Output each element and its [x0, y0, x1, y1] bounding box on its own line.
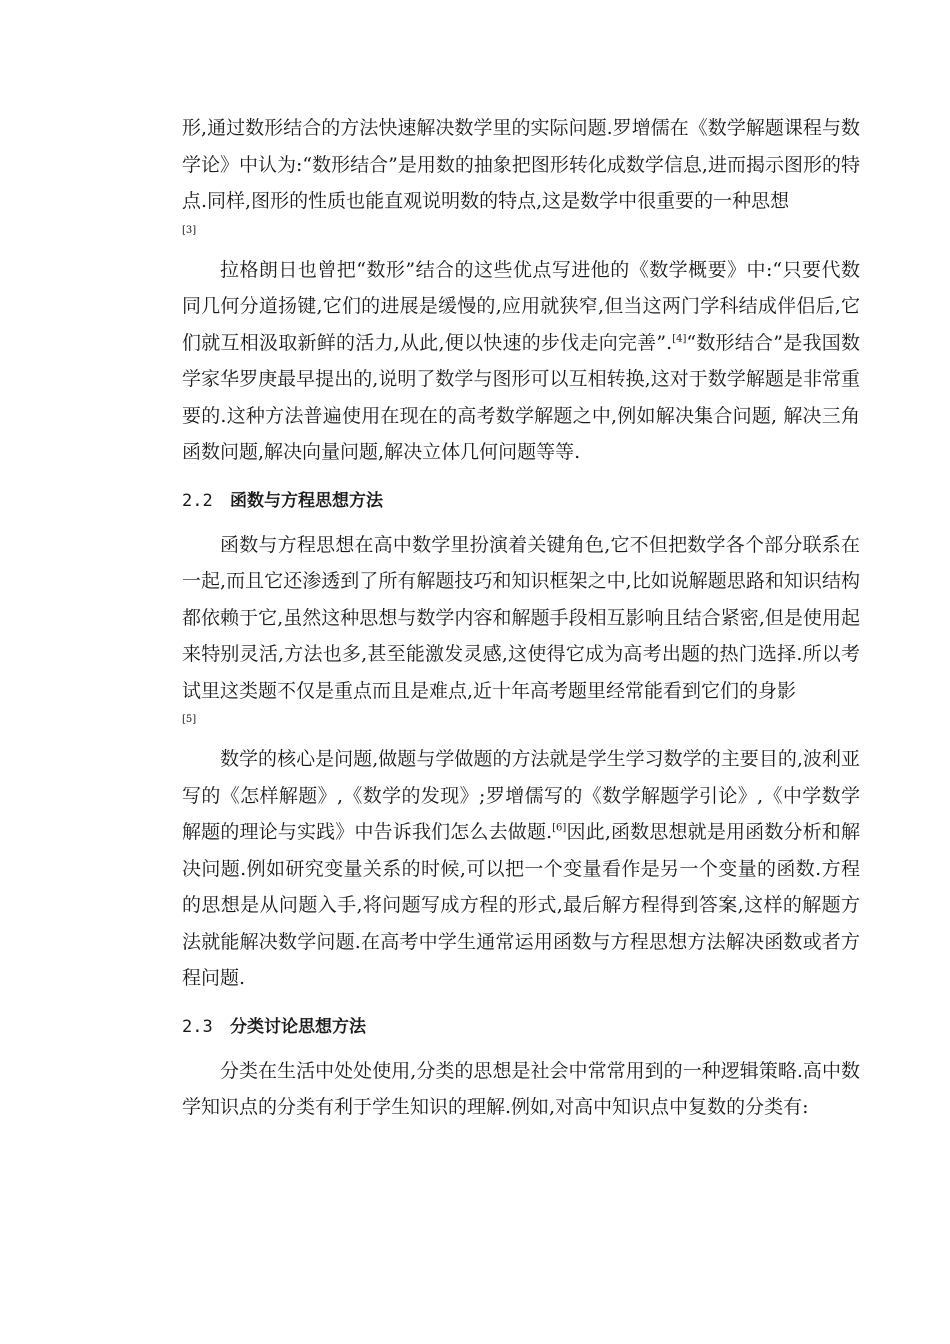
citation-3: [3]	[182, 224, 197, 236]
paragraph-classification: 分类在生活中处处使用,分类的思想是社会中常常用到的一种逻辑策略.高中数学知识点的分类有利于学生知识的理解.例如,对高中知识点中复数的分类有:	[182, 1059, 860, 1118]
citation-4: [4]	[672, 333, 687, 345]
document-body	[182, 110, 860, 1126]
section-number: 2.3	[182, 1016, 213, 1037]
section-heading-2-3	[182, 1009, 860, 1045]
paragraph-number-shape-conclusion: 形,通过数形结合的方法快速解决数学里的实际问题.罗增儒在《数学解题课程与数学论》中认为:“数形结合”是用数的抽象把图形转化成数学信息,进而揭示图形的特点.同样,图形的性质也能直观说明数的特点,这是数学中很重要的一种思想	[182, 117, 860, 212]
section-heading-2-2	[182, 483, 860, 519]
citation-5: [5]	[182, 714, 197, 725]
section-number: 2.2	[182, 490, 213, 511]
paragraph-lagrange: 拉格朗日也曾把“数形”结合的这些优点写进他的《数学概要》中:“只要代数同几何分道扬键,它们的进展是缓慢的,应用就狭窄,但当这两门学科结成伴侣后,它们就互相汲取新鲜的活力,从此,便以快速的步伐走向完善”.[4]“数形结合”是我国数学家华罗庚最早提出的,说明了数学与图形可以互相转换,这对于数学解题是非常重要的.这种方法普遍使用在现在的高考数学解题之中,例如解决集合问题, 解决三角函数问题,解决向量问题,解决立体几何问题等等.	[182, 258, 860, 463]
paragraph-function-equation: 函数与方程思想在高中数学里扮演着关键角色,它不但把数学各个部分联系在一起,而且它还渗透到了所有解题技巧和知识框架之中,比如说解题思路和知识结构都依赖于它,虽然这种思想与数学内容和解题手段相互影响且结合紧密,但是使用起来特别灵活,方法也多,甚至能激发灵感,这使得它成为高考出题的热门选择.所以考试里这类题不仅是重点而且是难点,近十年高考题里经常能看到它们的身影	[182, 533, 860, 702]
citation-6: [6]	[552, 822, 567, 834]
section-title: 函数与方程思想方法	[230, 490, 383, 511]
paragraph-problem-solving: 数学的核心是问题,做题与学做题的方法就是学生学习数学的主要目的,波利亚写的《怎样解题》,《数学的发现》;罗增儒写的《数学解题学引论》,《中学数学解题的理论与实践》中告诉我们怎么去做题.[6]因此,函数思想就是用函数分析和解决问题.例如研究变量关系的时候,可以把一个变量看作是另一个变量的函数.方程的思想是从问题入手,将问题写成方程的形式,最后解方程得到答案,这样的解题方法就能解决数学问题.在高考中学生通常运用函数与方程思想方法解决函数或者方程问题.	[182, 748, 860, 989]
section-title: 分类讨论思想方法	[230, 1016, 366, 1037]
